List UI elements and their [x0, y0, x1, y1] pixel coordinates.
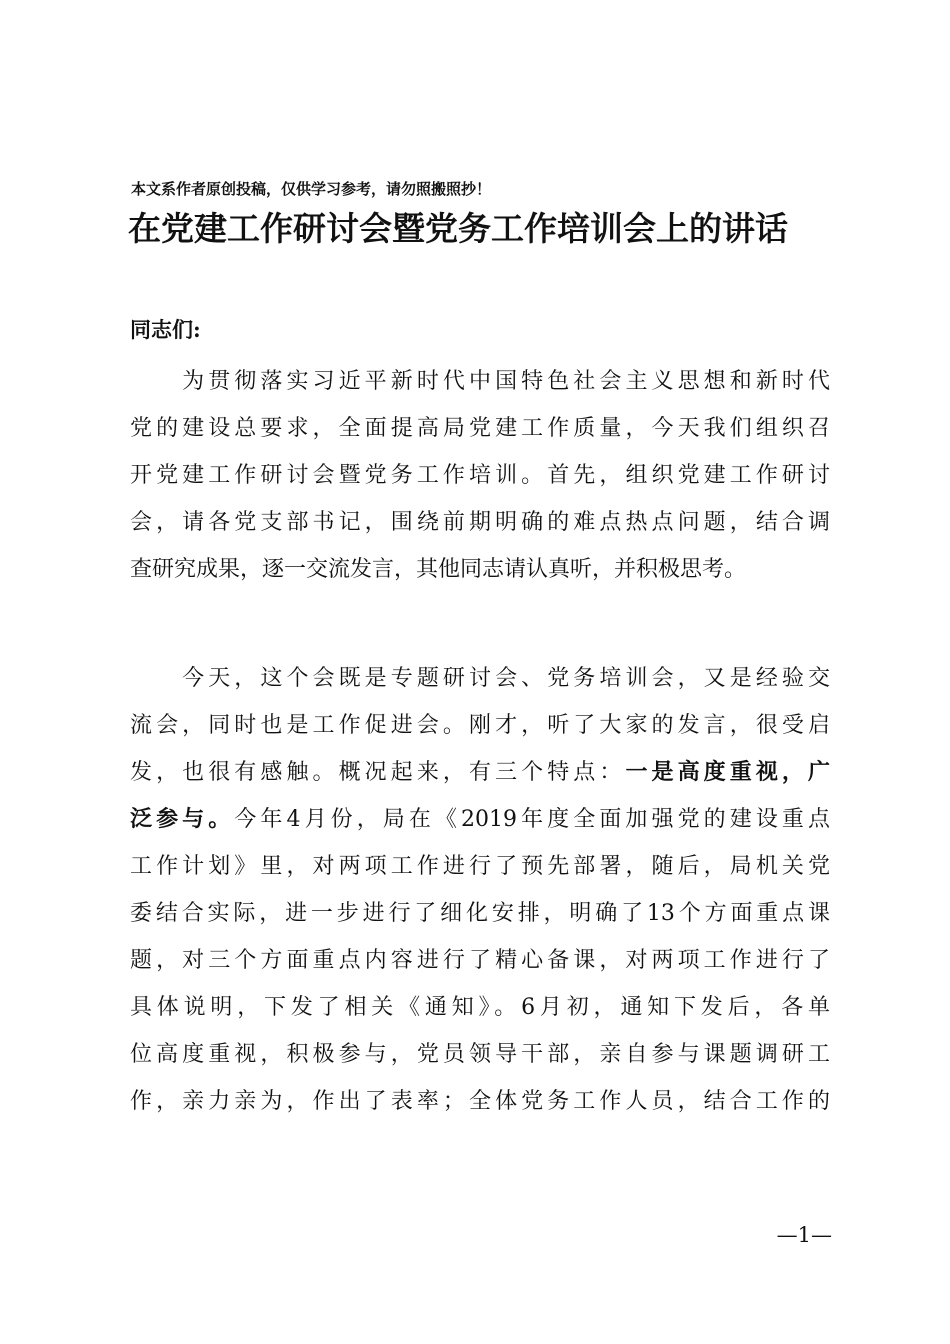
paragraph-2	[130, 655, 830, 1125]
page-number: —1—	[776, 1223, 832, 1247]
paragraph-2-line: 位高度重视，积极参与，党员领导干部，亲自参与课题调研工	[130, 1042, 830, 1067]
paragraph-2-line: 委结合实际，进一步进行了细化安排，明确了13个方面重点课	[130, 901, 830, 926]
paragraph-1-line: 开党建工作研讨会暨党务工作培训。首先，组织党建工作研讨	[130, 463, 830, 488]
key-point-heading: 泛参与。	[130, 806, 235, 832]
paragraph-1-line: 会，请各党支部书记，围绕前期明确的难点热点问题，结合调	[130, 510, 830, 535]
paragraph-2-line: 作，亲力亲为，作出了表率；全体党务工作人员，结合工作的	[130, 1089, 830, 1114]
paragraph-1	[130, 358, 830, 593]
paragraph-2-line: 今天，这个会既是专题研讨会、党务培训会，又是经验交	[130, 666, 830, 691]
paragraph-1-line: 为贯彻落实习近平新时代中国特色社会主义思想和新时代	[130, 369, 830, 394]
paragraph-2-text: 今年4月份，局在《2019年度全面加强党的建设重点	[234, 807, 830, 832]
paragraph-2-line: 具体说明，下发了相关《通知》。6月初，通知下发后，各单	[130, 995, 830, 1020]
paragraph-2-line: 流会，同时也是工作促进会。刚才，听了大家的发言，很受启	[130, 713, 830, 738]
document-title: 在党建工作研讨会暨党务工作培训会上的讲话	[128, 209, 788, 248]
paragraph-2-line	[130, 749, 830, 796]
paragraph-1-line: 查研究成果，逐一交流发言，其他同志请认真听，并积极思考。	[130, 557, 747, 582]
paragraph-2-line	[130, 796, 830, 843]
paragraph-2-text: 发，也很有感触。概况起来，有三个特点：	[130, 760, 626, 785]
paragraph-2-line: 题，对三个方面重点内容进行了精心备课，对两项工作进行了	[130, 948, 830, 973]
salutation: 同志们:	[130, 317, 201, 342]
key-point-heading: 一是高度重视，广	[625, 759, 830, 785]
paragraph-2-line: 工作计划》里，对两项工作进行了预先部署，随后，局机关党	[130, 854, 830, 879]
paragraph-1-line: 党的建设总要求，全面提高局党建工作质量，今天我们组织召	[130, 416, 830, 441]
copyright-notice: 本文系作者原创投稿，仅供学习参考，请勿照搬照抄！	[131, 180, 492, 198]
